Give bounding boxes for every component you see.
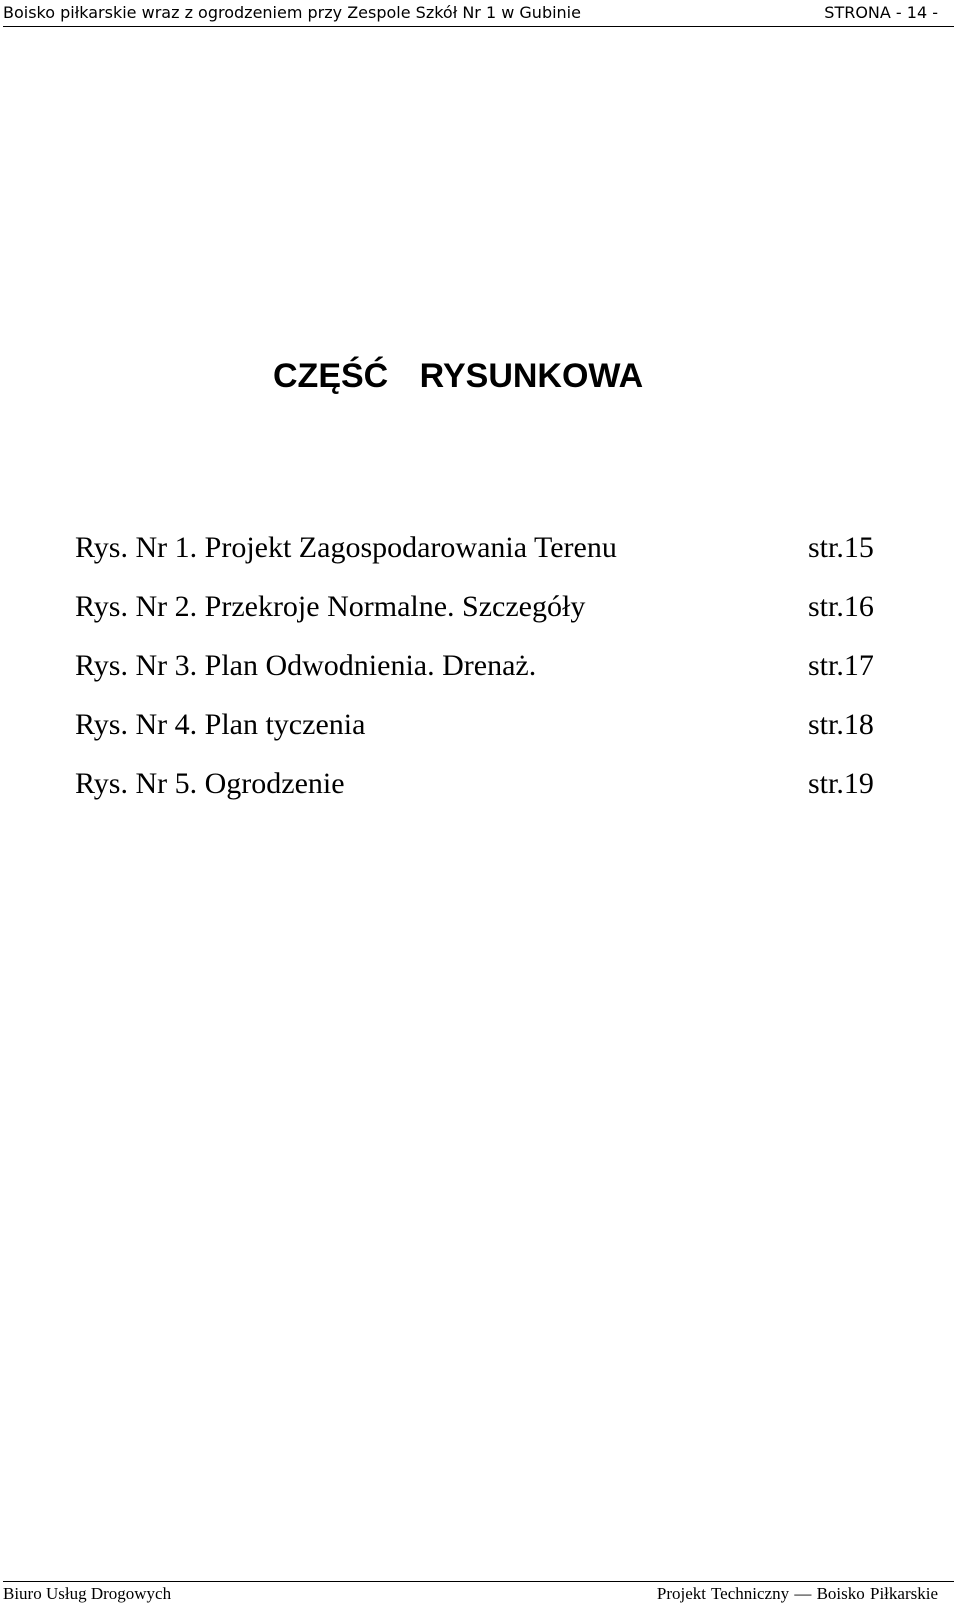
drawing-title: Rys. Nr 5. Ogrodzenie <box>75 767 345 800</box>
list-item <box>75 531 887 590</box>
drawing-title: Rys. Nr 2. Przekroje Normalne. Szczegóły <box>75 590 586 623</box>
header-title: Boisko piłkarskie wraz z ogrodzeniem przy Zespole Szkół Nr 1 w Gubinie <box>3 3 581 22</box>
header-page-number: STRONA - 14 - <box>824 3 938 22</box>
footer-right-text: Projekt Techniczny — Boisko Piłkarskie <box>656 1584 938 1603</box>
drawing-page-ref: str.17 <box>808 649 874 682</box>
drawing-page-ref: str.19 <box>808 767 874 800</box>
list-item <box>75 708 887 767</box>
drawing-page-ref: str.16 <box>808 590 874 623</box>
drawings-list <box>75 531 887 826</box>
drawing-title: Rys. Nr 1. Projekt Zagospodarowania Terenu <box>75 531 617 564</box>
footer-left-text: Biuro Usług Drogowych <box>3 1584 172 1603</box>
page-footer <box>3 1581 954 1605</box>
page-header <box>3 0 954 27</box>
list-item <box>75 767 887 826</box>
drawing-title: Rys. Nr 4. Plan tyczenia <box>75 708 366 741</box>
drawing-title: Rys. Nr 3. Plan Odwodnienia. Drenaż. <box>75 649 537 682</box>
drawing-page-ref: str.18 <box>808 708 874 741</box>
section-heading: CZĘŚĆ RYSUNKOWA <box>273 357 644 395</box>
list-item <box>75 649 887 708</box>
drawing-page-ref: str.15 <box>808 531 874 564</box>
list-item <box>75 590 887 649</box>
